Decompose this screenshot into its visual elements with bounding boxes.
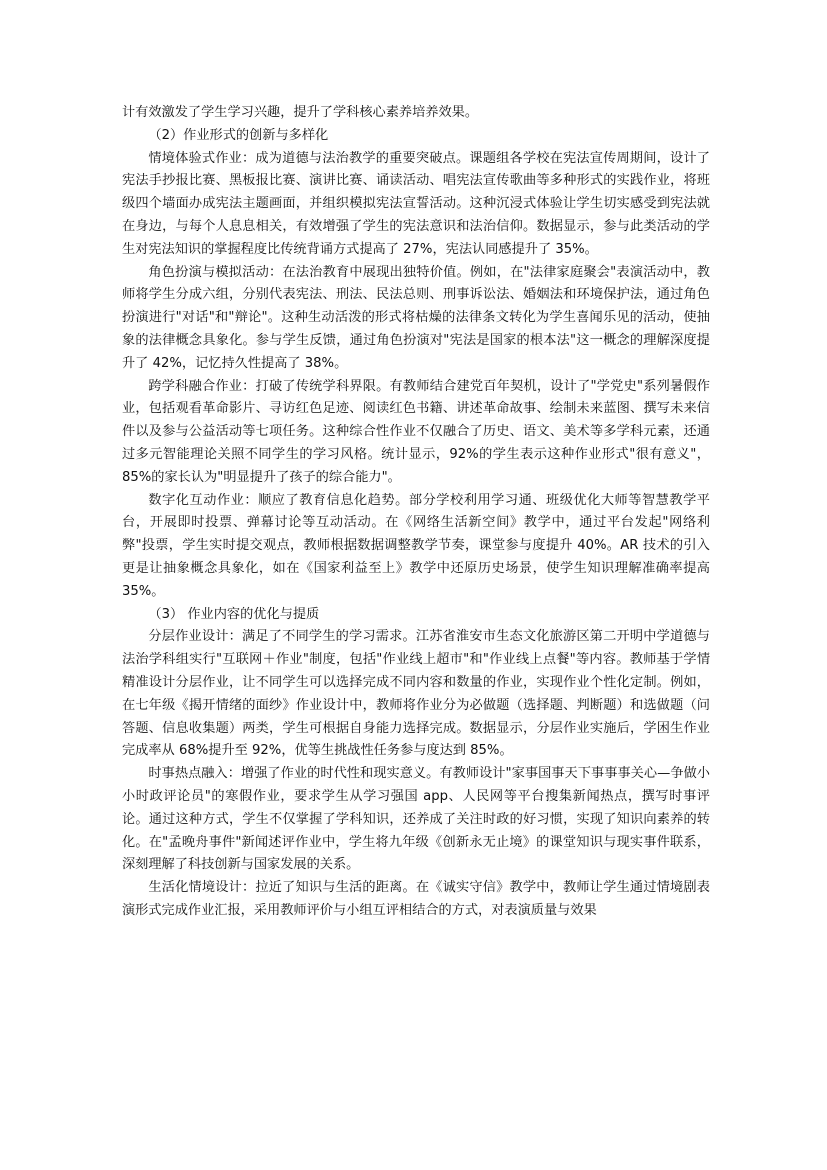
paragraph-digital-interactive: 数字化互动作业：顺应了教育信息化趋势。部分学校利用学习通、班级优化大师等智慧教学平台，开展即时投票、弹幕讨论等互动活动。在《网络生活新空间》教学中，通过平台发起"网络利弊"投票，学生实时提交观点，教师根据数据调整教学节奏，课堂参与度提升 40%。AR 技术的引入更是让抽象概念具象化，如在《国家利益至上》教学中还原历史场景，使学生知识理解准确率提高 35%。 bbox=[122, 492, 710, 599]
paragraph-role-play: 角色扮演与模拟活动：在法治教育中展现出独特价值。例如，在"法律家庭聚会"表演活动中，教师将学生分成六组，分别代表宪法、刑法、民法总则、刑事诉讼法、婚姻法和环境保护法，通过角色扮演进行"对话"和"辩论"。这种生动活泼的形式将枯燥的法律条文转化为学生喜闻乐见的活动，使抽象的法律概念具象化。参与学生反馈，通过角色扮演对"宪法是国家的根本法"这一概念的理解深度提升了 42%，记忆持久性提高了 38%。 bbox=[122, 264, 710, 371]
paragraph-life-situations: 生活化情境设计：拉近了知识与生活的距离。在《诚实守信》教学中，教师让学生通过情境剧表演形式完成作业汇报，采用教师评价与小组互评相结合的方式，对表演质量与效果 bbox=[122, 880, 710, 918]
paragraph-layered-homework: 分层作业设计：满足了不同学生的学习需求。江苏省淮安市生态文化旅游区第二开明中学道德与法治学科组实行"互联网＋作业"制度，包括"作业线上超市"和"作业线上点餐"等内容。教师基于学情精准设计分层作业，让不同学生可以选择完成不同内容和数量的作业，实现作业个性化定制。例如，在七年级《揭开情绪的面纱》作业设计中，教师将作业分为必做题（选择题、判断题）和选做题（问答题、信息收集题）两类，学生可根据自身能力选择完成。数据显示，分层作业实施后，学困生作业完成率从 68%提升至 92%，优等生挑战性任务参与度达到 85%。 bbox=[122, 629, 710, 759]
paragraph-situational-homework: 情境体验式作业：成为道德与法治教学的重要突破点。课题组各学校在宪法宣传周期间，设计了宪法手抄报比赛、黑板报比赛、演讲比赛、诵读活动、唱宪法宣传歌曲等多种形式的实践作业，将班级四个墙面办成宪法主题画面，并组织模拟宪法宣誓活动。这种沉浸式体验让学生切实感受到宪法就在身边，与每个人息息相关，有效增强了学生的宪法意识和法治信仰。数据显示，参与此类活动的学生对宪法知识的掌握程度比传统背诵方式提高了 27%，宪法认同感提升了 35%。 bbox=[122, 150, 710, 257]
document-body bbox=[122, 102, 710, 923]
section-heading-form-innovation: （2）作业形式的创新与多样化 bbox=[148, 127, 329, 143]
section-heading-content-optimization: （3） 作业内容的优化与提质 bbox=[148, 606, 320, 622]
continuation-paragraph: 计有效激发了学生学习兴趣，提升了学科核心素养培养效果。 bbox=[122, 105, 479, 120]
paragraph-current-affairs: 时事热点融入：增强了作业的时代性和现实意义。有教师设计"家事国事天下事事事关心—争做小小时政评论员"的寒假作业，要求学生从学习强国 app、人民网等平台搜集新闻热点，撰写时事评论。通过这种方式，学生不仅掌握了学科知识，还养成了关注时政的好习惯，实现了知识向素养的转化。在"孟晚舟事件"新闻述评作业中，学生将九年级《创新永无止境》的课堂知识与现实事件联系，深刻理解了科技创新与国家发展的关系。 bbox=[122, 766, 710, 873]
paragraph-interdisciplinary: 跨学科融合作业：打破了传统学科界限。有教师结合建党百年契机，设计了"学党史"系列暑假作业，包括观看革命影片、寻访红色足迹、阅读红色书籍、讲述革命故事、绘制未来蓝图、撰写未来信件以及参与公益活动等七项任务。这种综合性作业不仅融合了历史、语文、美术等多学科元素，还通过多元智能理论关照不同学生的学习风格。统计显示，92%的学生表示这种作业形式"很有意义"，85%的家长认为"明显提升了孩子的综合能力"。 bbox=[122, 378, 710, 485]
